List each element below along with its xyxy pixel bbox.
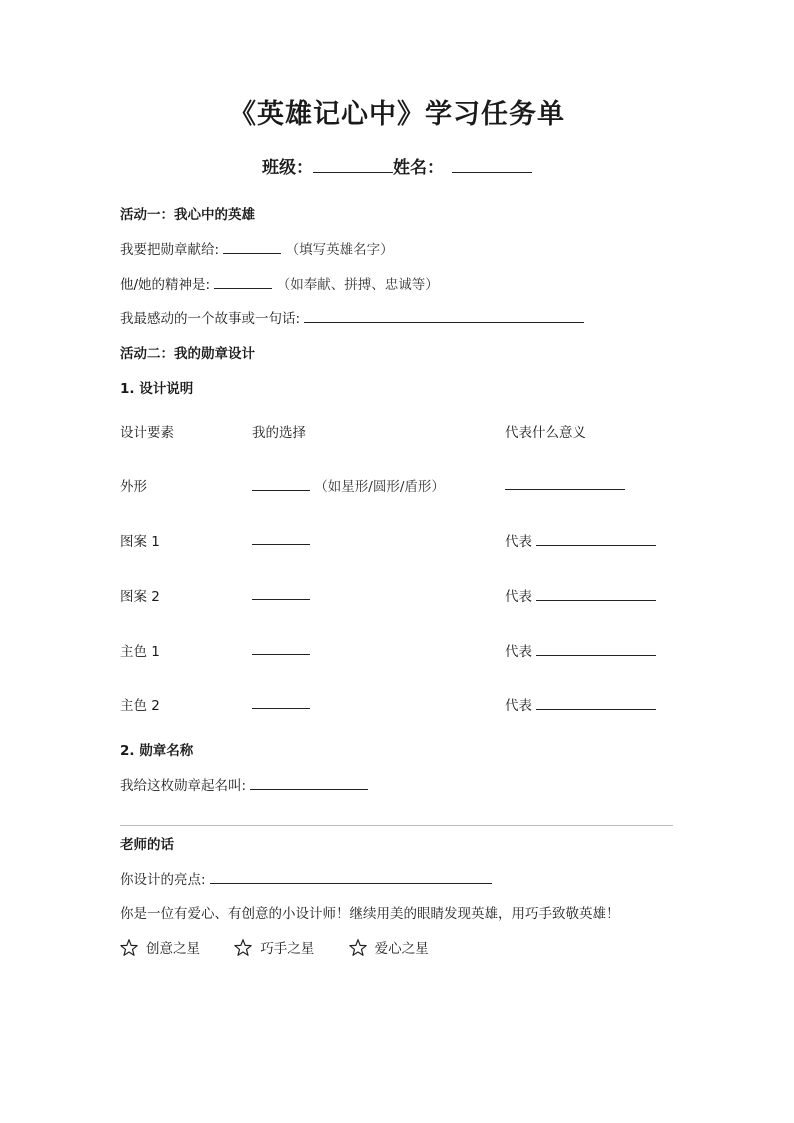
star-outline-icon xyxy=(234,939,252,956)
activity1-line2 xyxy=(120,273,439,293)
star-award-label: 爱心之星 xyxy=(374,941,429,957)
table-row-element: 主色 1 xyxy=(120,644,160,660)
meaning-prefix: 代表 xyxy=(505,698,532,714)
meaning-prefix: 代表 xyxy=(505,534,532,550)
table-row-choice xyxy=(252,530,310,549)
table-row-choice xyxy=(252,585,310,604)
design-section-heading: 1. 设计说明 xyxy=(120,381,194,397)
spirit-blank[interactable] xyxy=(214,274,272,289)
name-label: 姓名： xyxy=(393,158,444,178)
table-row-meaning xyxy=(505,585,656,605)
star-outline-icon xyxy=(120,939,138,956)
color1-choice-blank[interactable] xyxy=(252,640,310,655)
class-label: 班级： xyxy=(262,158,313,178)
pattern1-meaning-blank[interactable] xyxy=(536,531,656,546)
star-award-craft[interactable] xyxy=(234,937,314,957)
table-header-element: 设计要素 xyxy=(120,425,174,441)
table-row-meaning xyxy=(505,530,656,550)
spirit-label: 他/她的精神是: xyxy=(120,277,211,293)
table-row-meaning xyxy=(505,640,656,660)
medal-name-blank[interactable] xyxy=(250,775,368,790)
table-row-choice xyxy=(252,640,310,659)
activity1-line3 xyxy=(120,307,584,327)
medal-name-heading: 2. 勋章名称 xyxy=(120,743,194,759)
teacher-comment: 你是一位有爱心、有创意的小设计师！继续用美的眼睛发现英雄，用巧手致敬英雄！ xyxy=(120,906,620,922)
star-outline-icon xyxy=(349,939,367,956)
table-row-choice xyxy=(252,475,445,495)
table-row-meaning xyxy=(505,475,625,494)
shape-hint: （如星形/圆形/盾形） xyxy=(314,479,445,495)
activity1-line1 xyxy=(120,238,394,258)
table-row-element: 主色 2 xyxy=(120,698,160,714)
activity2-heading: 活动二：我的勋章设计 xyxy=(120,346,255,362)
medal-name-label: 我给这枚勋章起名叫: xyxy=(120,778,247,794)
star-award-label: 创意之星 xyxy=(146,941,200,957)
page-title: 《英雄记心中》学习任务单 xyxy=(229,99,565,130)
class-name-line xyxy=(0,153,794,178)
highlight-line xyxy=(120,868,492,888)
star-awards xyxy=(120,937,459,957)
name-blank[interactable] xyxy=(452,158,532,173)
class-blank[interactable] xyxy=(313,158,393,173)
spirit-hint: （如奉献、拼搏、忠诚等） xyxy=(276,277,439,293)
medal-name-line xyxy=(120,774,368,794)
table-header-choice: 我的选择 xyxy=(252,425,306,441)
color2-meaning-blank[interactable] xyxy=(536,695,656,710)
meaning-prefix: 代表 xyxy=(505,644,532,660)
teacher-heading: 老师的话 xyxy=(120,837,174,853)
section-divider xyxy=(120,825,673,826)
star-award-creativity[interactable] xyxy=(120,937,200,957)
table-header-meaning: 代表什么意义 xyxy=(505,425,586,441)
table-row-choice xyxy=(252,694,310,713)
shape-meaning-blank[interactable] xyxy=(505,475,625,490)
medal-recipient-blank[interactable] xyxy=(223,239,281,254)
star-award-label: 巧手之星 xyxy=(260,941,315,957)
color2-choice-blank[interactable] xyxy=(252,694,310,709)
medal-recipient-hint: （填写英雄名字） xyxy=(285,242,394,258)
table-row-element: 图案 2 xyxy=(120,589,160,605)
table-row-element: 外形 xyxy=(120,479,147,495)
pattern2-meaning-blank[interactable] xyxy=(536,586,656,601)
table-row-meaning xyxy=(505,694,656,714)
meaning-prefix: 代表 xyxy=(505,589,532,605)
highlight-blank[interactable] xyxy=(210,869,492,884)
color1-meaning-blank[interactable] xyxy=(536,641,656,656)
medal-recipient-label: 我要把勋章献给: xyxy=(120,242,220,258)
table-row-element: 图案 1 xyxy=(120,534,160,550)
story-blank[interactable] xyxy=(304,308,584,323)
activity1-heading: 活动一：我心中的英雄 xyxy=(120,207,255,223)
highlight-label: 你设计的亮点: xyxy=(120,872,206,888)
pattern1-choice-blank[interactable] xyxy=(252,530,310,545)
star-award-love[interactable] xyxy=(349,937,429,957)
pattern2-choice-blank[interactable] xyxy=(252,585,310,600)
story-label: 我最感动的一个故事或一句话: xyxy=(120,311,301,327)
shape-choice-blank[interactable] xyxy=(252,476,310,491)
